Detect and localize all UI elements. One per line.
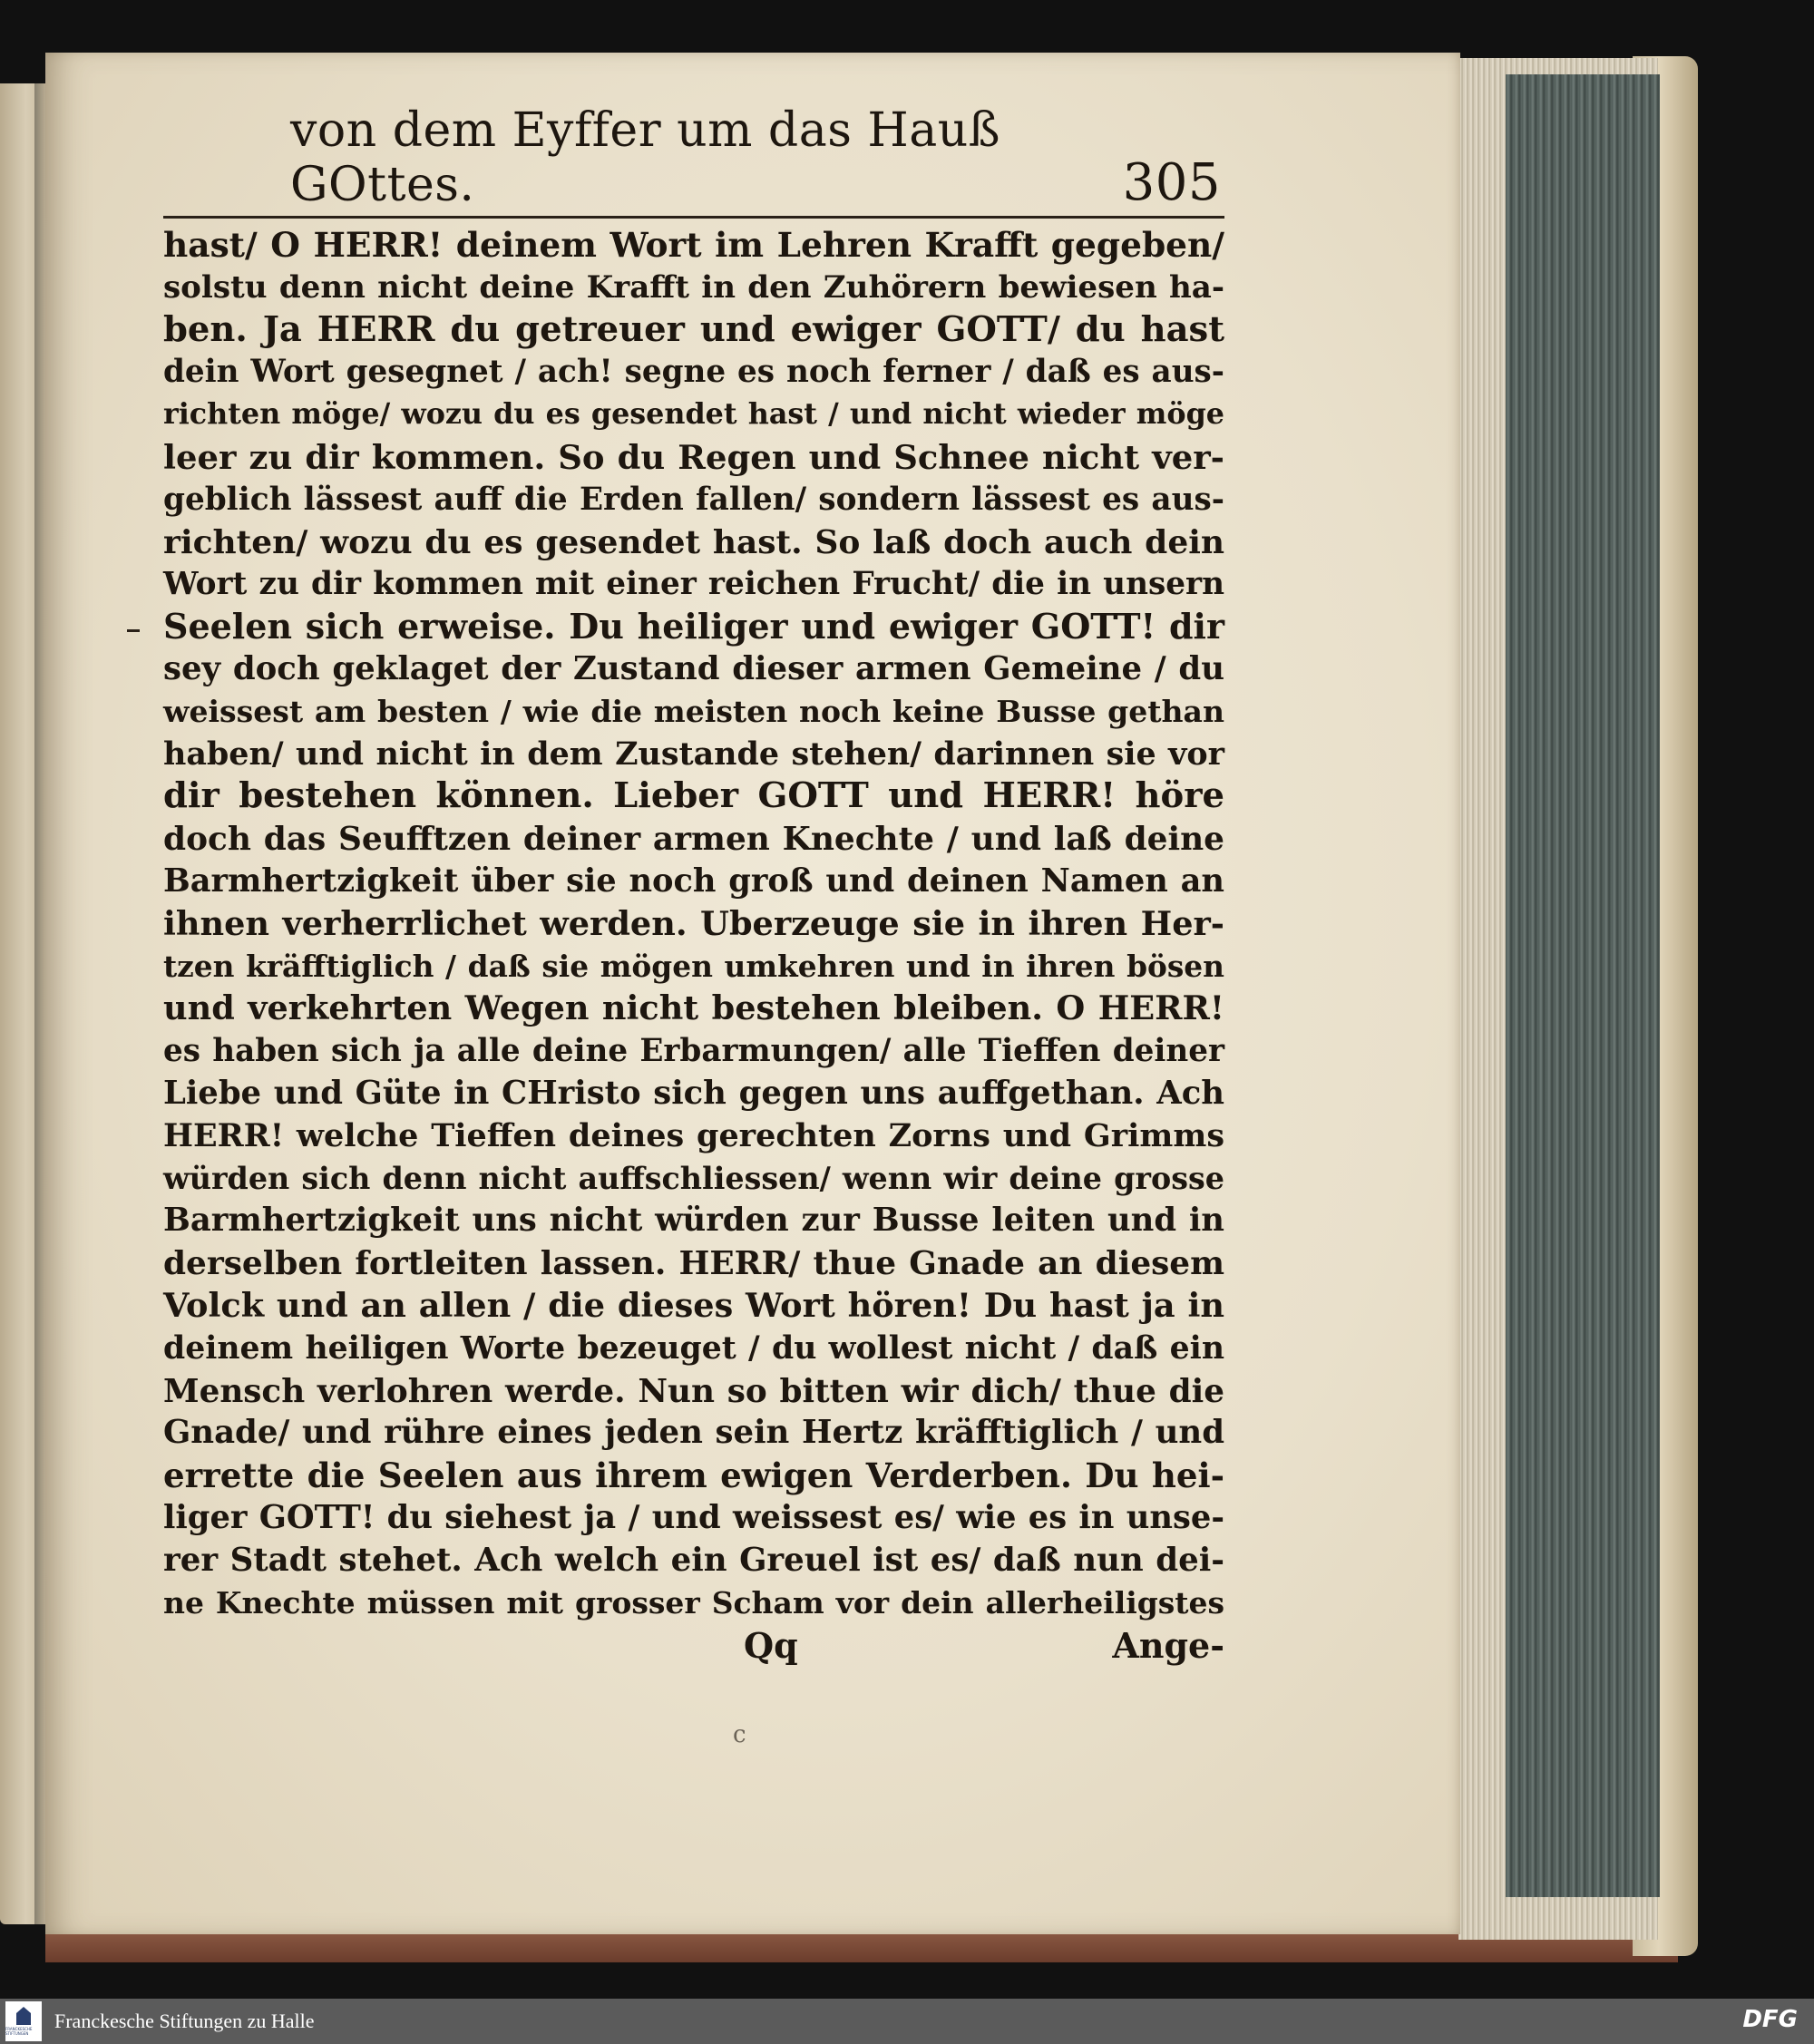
pencil-mark: c bbox=[733, 1721, 746, 1748]
page-stack-edge bbox=[1506, 74, 1660, 1897]
margin-mark bbox=[127, 629, 140, 632]
text-line: leer zu dir kommen. So du Regen und Schnee nicht ver- bbox=[163, 436, 1224, 477]
text-line: würden sich denn nicht auffschliessen/ wenn wir deine grosse bbox=[163, 1160, 1224, 1196]
text-line: geblich lässest auff die Erden fallen/ sondern lässest es aus- bbox=[163, 481, 1224, 518]
text-line: doch das Seufftzen deiner armen Knechte / und laß deine bbox=[163, 820, 1224, 859]
book-cover-bottom bbox=[45, 1930, 1678, 1962]
text-line: tzen kräfftiglich / daß sie mögen umkehren und in ihren bösen bbox=[163, 948, 1224, 984]
text-line: deinem heiligen Worte bezeuget / du wollest nicht / daß ein bbox=[163, 1329, 1224, 1367]
text-line: ihnen verherrlichet werden. Uberzeuge sie in ihren Her- bbox=[163, 903, 1224, 943]
text-line: HERR! welche Tieffen deines gerechten Zorns und Grimms bbox=[163, 1116, 1224, 1154]
text-line: hast/ O HERR! deinem Wort im Lehren Krafft gegeben/ bbox=[163, 225, 1224, 265]
text-line: richten möge/ wozu du es gesendet hast / und nicht wieder möge bbox=[163, 397, 1224, 432]
text-line: Wort zu dir kommen mit einer reichen Frucht/ die in unsern bbox=[163, 566, 1224, 603]
viewer-footer bbox=[0, 1999, 1814, 2044]
text-line: richten/ wozu du es gesendet hast. So laß doch auch dein bbox=[163, 522, 1224, 561]
text-line: sey doch geklaget der Zustand dieser armen Gemeine / du bbox=[163, 649, 1224, 687]
text-line: rer Stadt stehet. Ach welch ein Greuel ist es/ daß nun dei- bbox=[163, 1541, 1224, 1579]
text-line: solstu denn nicht deine Krafft in den Zuhörern bewiesen ha- bbox=[163, 268, 1224, 306]
text-line: haben/ und nicht in dem Zustande stehen/ darinnen sie vor bbox=[163, 735, 1224, 773]
text-line: Volck und an allen / die dieses Wort hören! Du hast ja in bbox=[163, 1285, 1224, 1325]
running-head: von dem Eyffer um das Hauß GOttes. bbox=[290, 103, 1000, 212]
text-line: Barmhertzigkeit über sie noch groß und deinen Namen an bbox=[163, 861, 1224, 900]
text-line: Gnade/ und rühre eines jeden sein Hertz kräfftiglich / und bbox=[163, 1414, 1224, 1452]
signature-mark: Qq bbox=[744, 1625, 798, 1667]
text-line: Seelen sich erweise. Du heiliger und ewiger GOTT! dir bbox=[163, 606, 1224, 647]
page-number: 305 bbox=[1122, 153, 1221, 212]
text-line: ne Knechte müssen mit grosser Scham vor dein allerheiligstes bbox=[163, 1584, 1224, 1621]
text-block bbox=[163, 103, 1224, 1668]
text-line: Liebe und Güte in CHristo sich gegen uns auffgethan. Ach bbox=[163, 1074, 1224, 1112]
text-line: dir bestehen können. Lieber GOTT und HERR! höre bbox=[163, 775, 1224, 817]
dfg-logo[interactable]: DFG bbox=[1742, 2006, 1798, 2033]
text-line: dein Wort gesegnet / ach! segne es noch ferner / daß es aus- bbox=[163, 354, 1224, 391]
page-header bbox=[163, 103, 1224, 219]
text-line: ben. Ja HERR du getreuer und ewiger GOTT/ du hast bbox=[163, 308, 1224, 350]
text-line: weissest am besten / wie die meisten noch keine Busse gethan bbox=[163, 693, 1224, 729]
catchline bbox=[163, 1624, 1224, 1668]
text-line: und verkehrten Wegen nicht bestehen bleiben. O HERR! bbox=[163, 988, 1224, 1028]
building-icon bbox=[16, 2007, 31, 2025]
body-text bbox=[163, 224, 1224, 1624]
text-line: Mensch verlohren werde. Nun so bitten wir dich/ thue die bbox=[163, 1371, 1224, 1410]
text-line: Barmhertzigkeit uns nicht würden zur Busse leiten und in bbox=[163, 1202, 1224, 1240]
text-line: es haben sich ja alle deine Erbarmungen/ alle Tieffen deiner bbox=[163, 1033, 1224, 1070]
text-line: liger GOTT! du siehest ja / und weissest es/ wie es in unse- bbox=[163, 1498, 1224, 1536]
institution-logo[interactable] bbox=[5, 2001, 42, 2041]
text-line: errette die Seelen aus ihrem ewigen Verderben. Du hei- bbox=[163, 1455, 1224, 1496]
institution-name[interactable]: Franckesche Stiftungen zu Halle bbox=[54, 2010, 315, 2032]
text-line: derselben fortleiten lassen. HERR/ thue Gnade an diesem bbox=[163, 1244, 1224, 1283]
catchword: Ange- bbox=[1112, 1625, 1224, 1667]
logo-caption: FRANCKESCHE STIFTUNGEN bbox=[5, 2027, 33, 2036]
